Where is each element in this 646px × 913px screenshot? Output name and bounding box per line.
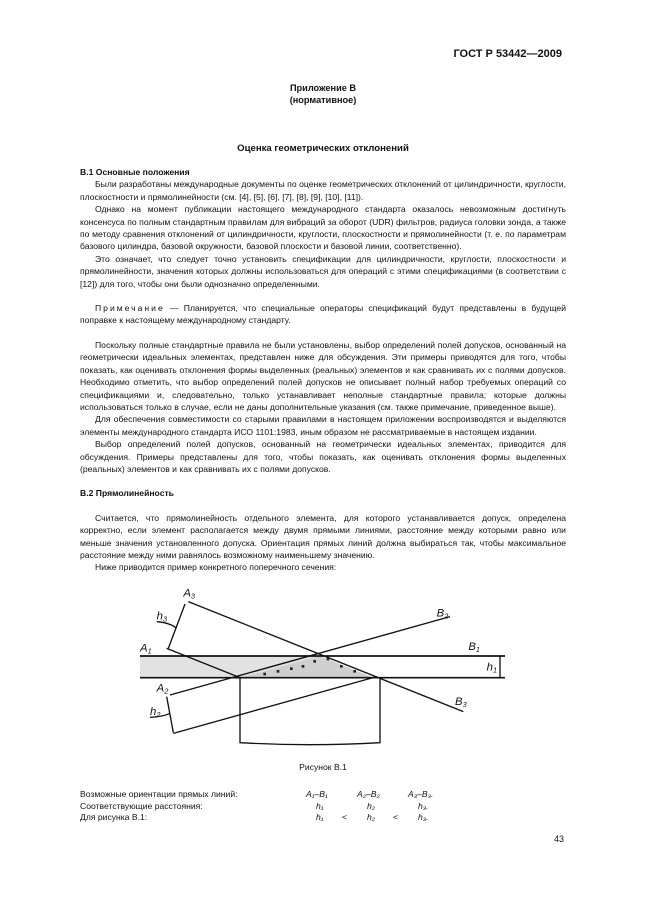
document-code: ГОСТ Р 53442—2009 [453,48,562,60]
cell: h₁ [316,800,324,811]
paragraph: Выбор определений полей допусков, основанный на геометрически идеальных элементах, приводится для обсуждения. Примеры представлены для того, чтобы показать, как оценивать отклонения формы выделенных (реальных) элементов и как сравнивать их с полями допусков. [80,439,566,474]
figure-caption: Рисунок В.1 [299,762,347,772]
note [80,302,566,327]
cell: h₁ [316,812,324,822]
cell: A₁–B₁ [306,789,328,799]
label-a1: A1 [140,642,152,656]
note-text: — Планируется, что специальные операторы спецификаций будут представлены в будущей поправке к настоящему международному стандарту. [80,303,566,326]
label-h2: h2 [150,706,161,719]
paragraph: Для обеспечения совместимости со старыми правилами в настоящем приложении воспроизводятся и выделяются элементы международного стандарта ИСО 1101:1983, иным образом не рассматриваемые в настоящем издании. [80,414,566,437]
paragraph: Однако на момент публикации настоящего международного стандарта оказалось невозможным достигнуть консенсуса по полным стандартным правилам для вибраций за оборот (UDR) фильтров, радиуса головки зонда, а также по методу сравнения отклонений от цилиндричности, круглости, плоскостности и прямолинейности (т. е. по параметрам базового цилиндра, базовой окружности, базовой плоскости и базовой линии, соответственно). [80,204,566,252]
table-row [80,812,560,824]
annex-status: (нормативное) [289,95,357,105]
section-b1-heading: В.1 Основные положения [80,167,190,177]
cell: h₂ [367,812,376,822]
table-row [80,801,560,813]
label-a3: A3 [183,587,195,601]
cell: < [393,812,399,822]
label-b1: B1 [468,641,480,654]
section-b1 [80,166,566,574]
h3-dimension [168,604,185,648]
page-number: 43 [553,834,564,844]
note-label: Примечание [95,303,165,314]
annex-heading: Оценка геометрических отклонений [237,143,409,154]
row-label: Соответствующие расстояния: [80,800,203,811]
label-h1: h1 [486,661,498,675]
row-label: Для рисунка В.1: [80,812,148,822]
paragraph: Поскольку полные стандартные правила не были установлены, выбор определений полей допусков, основанный на геометрически идеальных элементах, представлен ниже для обсуждения. Эти примеры приводятся для того, чтобы показать, как оценивать отклонения формы выделенных (реальных) элементов и как сравнивать их с полями допусков. Необходимо отметить, что выбор определений полей допусков не описывает полный набор требуемых операций со спецификациями и, следовательно, только устанавливает неполные стандартные правила; которые должны использоваться только в случае, если не даны дополнительные указания (см. также примечание, приведенное выше). [80,339,566,412]
paragraph: Были разработаны международные документы по оценке геометрических отклонений от цилиндричности, круглости, плоскостности и прямолинейности (см. [4], [5], [6], [7], [8], [9], [10], [11]). [80,179,566,202]
row-label: Возможные ориентации прямых линий: [80,789,238,799]
paragraph: Считается, что прямолинейность отдельного элемента, для которого устанавливается допуск, определена корректно, если элемент располагается между двумя прямыми линиями, расстояние между которыми равно или меньше значения установленного допуска. Ориентация прямых линий должна выбираться так, чтобы максимальное расстояние между ними равнялось возможному наименьшему значению. [80,512,566,560]
section-b2-heading: В.2 Прямолинейность [80,488,174,499]
label-b2: B2 [436,607,449,621]
label-h3: h3 [156,610,168,624]
paragraph: Это означает, что следует точно установить спецификации для цилиндричности, круглости, плоскостности и прямолинейности, значения которых должны использоваться для операций с этими спецификациями (в соответствии с [12]) для того, чтобы они были однозначно определенными. [80,253,566,289]
cell: h₃. [418,812,429,822]
annex-title: Приложение В [289,83,357,93]
cell: h₂ [367,800,376,811]
paragraph: Ниже приводится пример конкретного поперечного сечения: [95,562,337,573]
cell: A₂–B₂ [357,789,380,799]
cell: h₃. [418,800,429,811]
label-a2: A2 [156,682,169,696]
table-row [80,789,560,801]
part-section [240,678,380,745]
figure-straightness-diagram [120,580,540,760]
cell: A₃–B₃. [408,789,434,799]
label-b3: B3 [455,696,467,709]
orientation-table [80,789,560,824]
cell: < [342,812,348,822]
